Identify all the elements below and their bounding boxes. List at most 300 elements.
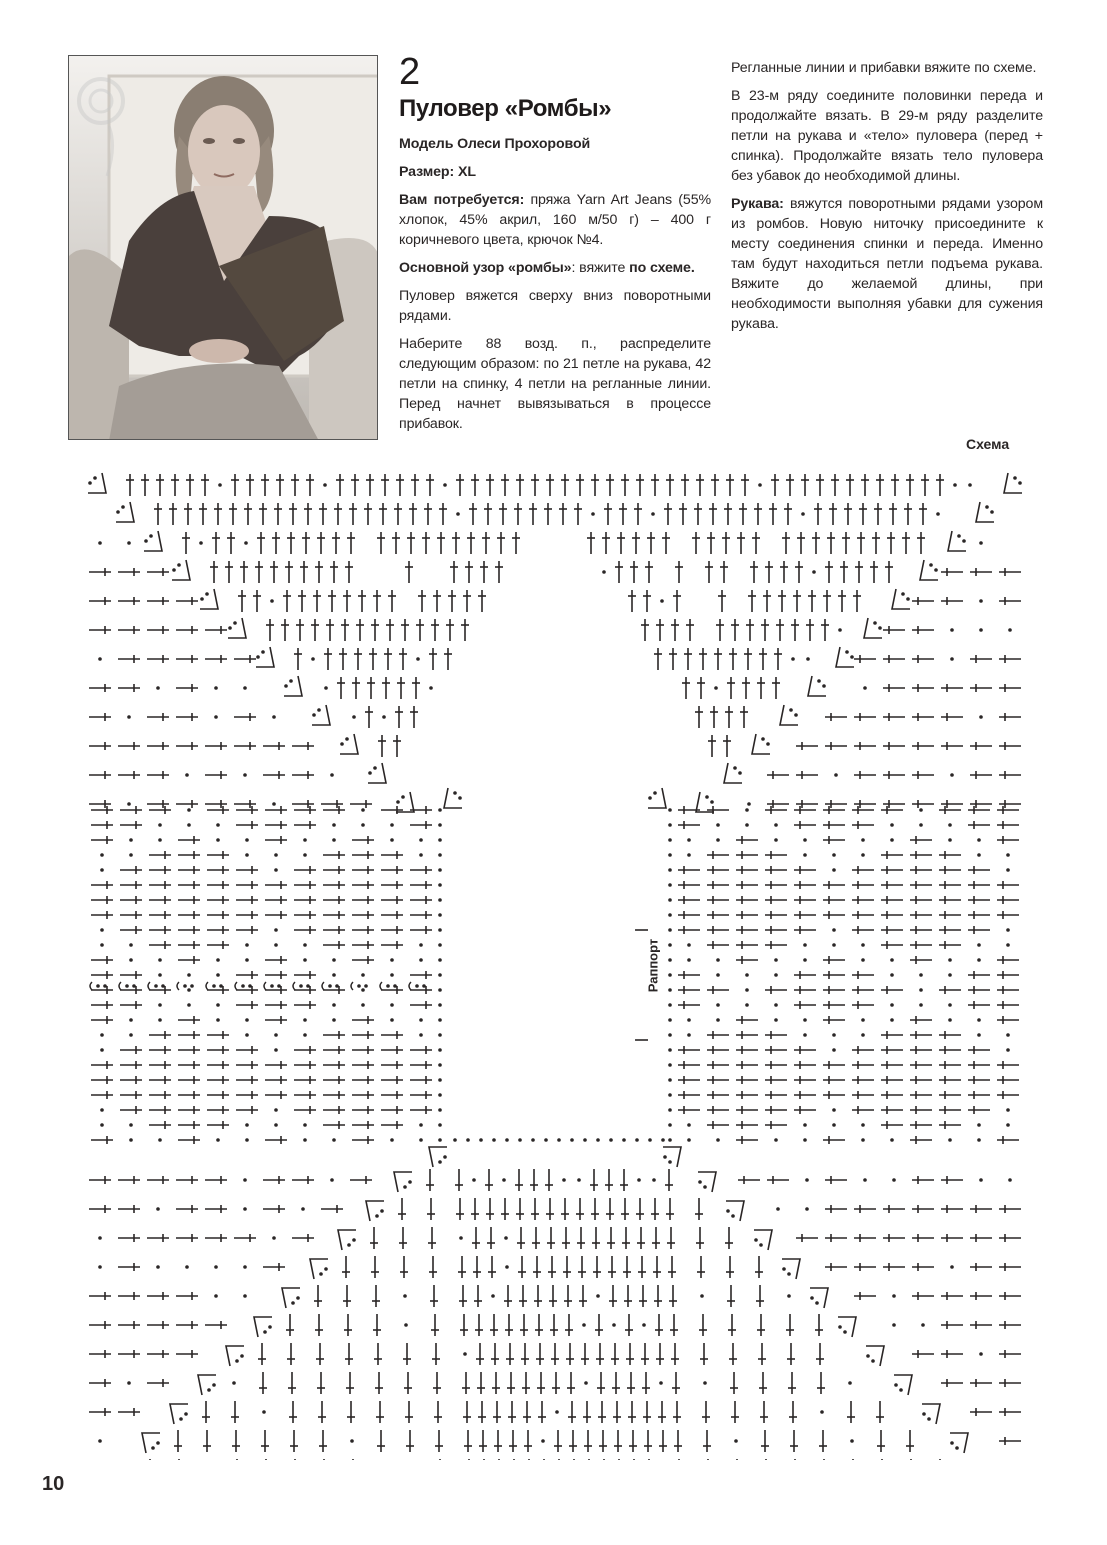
- double-crochet-symbol: [939, 866, 961, 874]
- chain-stitch-symbol: [301, 1207, 305, 1211]
- raglan-corner-symbol: [922, 1404, 940, 1424]
- double-crochet-symbol: [997, 1016, 1019, 1024]
- double-crochet-symbol: [326, 619, 334, 641]
- double-crochet-symbol: [479, 1430, 487, 1452]
- double-crochet-symbol: [321, 1205, 343, 1213]
- double-crochet-symbol: [207, 1076, 229, 1084]
- chain-stitch-symbol: [438, 1063, 442, 1067]
- double-crochet-symbol: [207, 1031, 229, 1039]
- double-crochet-symbol: [600, 1459, 608, 1460]
- double-crochet-symbol: [89, 713, 111, 721]
- double-crochet-symbol: [381, 1091, 403, 1099]
- double-crochet-symbol: [378, 735, 386, 757]
- double-crochet-symbol: [350, 800, 372, 808]
- chain-stitch-symbol: [745, 973, 749, 977]
- double-crochet-symbol: [367, 677, 375, 699]
- double-crochet-symbol: [852, 986, 874, 994]
- double-crochet-symbol: [410, 896, 432, 904]
- double-crochet-symbol: [686, 619, 694, 641]
- chain-stitch-symbol: [668, 1063, 672, 1067]
- chain-stitch-symbol: [416, 657, 420, 661]
- double-crochet-symbol: [736, 866, 758, 874]
- chain-stitch-symbol: [243, 773, 247, 777]
- chain-stitch-symbol: [216, 1003, 220, 1007]
- double-crochet-symbol: [910, 926, 932, 934]
- double-crochet-symbol: [628, 1401, 636, 1423]
- double-crochet-symbol: [881, 941, 903, 949]
- double-crochet-symbol: [323, 1046, 345, 1054]
- chain-stitch-symbol: [1006, 1108, 1010, 1112]
- double-crochet-symbol: [854, 1263, 876, 1271]
- double-crochet-symbol: [149, 1061, 171, 1069]
- double-crochet-symbol: [493, 1401, 501, 1423]
- double-crochet-symbol: [644, 1430, 652, 1452]
- double-crochet-symbol: [736, 881, 758, 889]
- chain-stitch-symbol: [977, 838, 981, 842]
- raglan-corner-symbol: [752, 734, 770, 754]
- double-crochet-symbol: [619, 503, 627, 525]
- double-crochet-symbol: [205, 742, 227, 750]
- double-crochet-symbol: [205, 1176, 227, 1184]
- double-crochet-symbol: [878, 1459, 886, 1460]
- double-crochet-symbol: [997, 1091, 1019, 1099]
- double-crochet-symbol: [410, 866, 432, 874]
- chain-stitch-symbol: [584, 1381, 588, 1385]
- double-crochet-symbol: [941, 713, 963, 721]
- double-crochet-symbol: [450, 561, 458, 583]
- double-crochet-symbol: [292, 771, 314, 779]
- double-crochet-symbol: [561, 1198, 569, 1220]
- chain-stitch-symbol: [390, 973, 394, 977]
- raglan-corner-symbol: [310, 1259, 328, 1279]
- double-crochet-symbol: [522, 1372, 530, 1394]
- double-crochet-symbol: [617, 532, 625, 554]
- chain-stitch-symbol: [892, 1323, 896, 1327]
- double-crochet-symbol: [538, 1401, 546, 1423]
- chain-stitch-symbol: [531, 1138, 535, 1142]
- double-crochet-symbol: [234, 1234, 256, 1242]
- main-pattern-label: Основной узор «ромбы»: [399, 260, 572, 276]
- double-crochet-symbol: [583, 1401, 591, 1423]
- double-crochet-symbol: [738, 1176, 760, 1184]
- double-crochet-symbol: [707, 1061, 729, 1069]
- double-crochet-symbol: [236, 971, 258, 979]
- double-crochet-symbol: [939, 1061, 961, 1069]
- double-crochet-symbol: [767, 1176, 789, 1184]
- double-crochet-symbol: [765, 1061, 787, 1069]
- double-crochet-symbol: [91, 1136, 113, 1144]
- chain-stitch-symbol: [129, 958, 133, 962]
- chain-stitch-symbol: [100, 928, 104, 932]
- chain-stitch-symbol: [438, 1093, 442, 1097]
- double-crochet-symbol: [656, 1343, 664, 1365]
- double-crochet-symbol: [403, 1343, 411, 1365]
- double-crochet-symbol: [645, 561, 653, 583]
- raglan-corner-symbol: [726, 1201, 744, 1221]
- raglan-corner-symbol: [170, 1404, 188, 1424]
- chain-stitch-symbol: [156, 1265, 160, 1269]
- double-crochet-symbol: [703, 1430, 711, 1452]
- double-crochet-symbol: [381, 926, 403, 934]
- chain-stitch-symbol: [245, 1123, 249, 1127]
- chain-stitch-symbol: [635, 1138, 639, 1142]
- double-crochet-symbol: [801, 474, 809, 496]
- double-crochet-symbol: [999, 1292, 1021, 1300]
- chain-stitch-symbol: [668, 1048, 672, 1052]
- double-crochet-symbol: [205, 626, 227, 634]
- double-crochet-symbol: [668, 1256, 676, 1278]
- double-crochet-symbol: [461, 619, 469, 641]
- double-crochet-symbol: [695, 706, 703, 728]
- double-crochet-symbol: [854, 1234, 876, 1242]
- double-crochet-symbol: [881, 926, 903, 934]
- chain-stitch-symbol: [861, 1138, 865, 1142]
- slip-stitch-loop-symbol: [206, 982, 208, 990]
- double-crochet-symbol: [265, 1016, 287, 1024]
- double-crochet-symbol: [265, 1001, 287, 1009]
- double-crochet-symbol: [91, 986, 113, 994]
- double-crochet-symbol: [576, 474, 584, 496]
- double-crochet-symbol: [678, 821, 700, 829]
- double-crochet-symbol: [881, 1091, 903, 1099]
- double-crochet-symbol: [149, 986, 171, 994]
- double-crochet-symbol: [422, 532, 430, 554]
- double-crochet-symbol: [399, 1227, 407, 1249]
- double-crochet-symbol: [733, 1459, 741, 1460]
- double-crochet-symbol: [808, 590, 816, 612]
- double-crochet-symbol: [388, 590, 396, 612]
- double-crochet-symbol: [465, 1459, 473, 1460]
- double-crochet-symbol: [382, 677, 390, 699]
- double-crochet-symbol: [375, 1372, 383, 1394]
- raglan-corner-symbol: [226, 1346, 244, 1366]
- double-crochet-symbol: [765, 851, 787, 859]
- chain-stitch-symbol: [892, 1294, 896, 1298]
- double-crochet-symbol: [678, 881, 700, 889]
- chain-stitch-symbol: [602, 570, 606, 574]
- chain-stitch-symbol: [361, 988, 365, 992]
- chain-stitch-symbol: [774, 838, 778, 842]
- double-crochet-symbol: [463, 590, 471, 612]
- double-crochet-symbol: [852, 971, 874, 979]
- double-crochet-symbol: [236, 1076, 258, 1084]
- double-crochet-symbol: [405, 1401, 413, 1423]
- double-crochet-symbol: [352, 1031, 374, 1039]
- chain-stitch-symbol: [919, 988, 923, 992]
- double-crochet-symbol: [176, 626, 198, 634]
- chain-stitch-symbol: [438, 928, 442, 932]
- double-crochet-symbol: [294, 926, 316, 934]
- double-crochet-symbol: [642, 1372, 650, 1394]
- double-crochet-symbol: [319, 503, 327, 525]
- double-crochet-symbol: [722, 532, 730, 554]
- double-crochet-symbol: [823, 1016, 845, 1024]
- raglan-corner-symbol: [948, 531, 966, 551]
- double-crochet-symbol: [876, 474, 884, 496]
- double-crochet-symbol: [118, 1292, 140, 1300]
- double-crochet-symbol: [651, 1198, 659, 1220]
- double-crochet-symbol: [551, 1343, 559, 1365]
- chain-stitch-symbol: [832, 943, 836, 947]
- double-crochet-symbol: [910, 1091, 932, 1099]
- double-crochet-symbol: [765, 926, 787, 934]
- double-crochet-symbol: [236, 926, 258, 934]
- double-crochet-symbol: [910, 1046, 932, 1054]
- double-crochet-symbol: [381, 1061, 403, 1069]
- chain-stitch-symbol: [948, 1138, 952, 1142]
- double-crochet-symbol: [315, 1314, 323, 1336]
- double-crochet-symbol: [352, 1061, 374, 1069]
- chain-stitch-symbol: [129, 853, 133, 857]
- double-crochet-symbol: [852, 806, 874, 814]
- double-crochet-symbol: [731, 1401, 739, 1423]
- chain-stitch-symbol: [838, 628, 842, 632]
- double-crochet-symbol: [291, 474, 299, 496]
- double-crochet-symbol: [334, 503, 342, 525]
- double-crochet-symbol: [339, 648, 347, 670]
- double-crochet-symbol: [546, 1198, 554, 1220]
- chain-stitch-symbol: [570, 1138, 574, 1142]
- double-crochet-symbol: [881, 1046, 903, 1054]
- raglan-corner-symbol: [368, 763, 386, 783]
- double-crochet-symbol: [636, 1198, 644, 1220]
- chain-stitch-symbol: [311, 657, 315, 661]
- double-crochet-symbol: [885, 561, 893, 583]
- double-crochet-symbol: [517, 1227, 525, 1249]
- chain-stitch-symbol: [132, 984, 136, 988]
- chain-stitch-symbol: [463, 1352, 467, 1356]
- double-crochet-symbol: [678, 1046, 700, 1054]
- double-crochet-symbol: [997, 896, 1019, 904]
- double-crochet-symbol: [352, 866, 374, 874]
- double-crochet-symbol: [999, 1321, 1021, 1329]
- double-crochet-symbol: [593, 1256, 601, 1278]
- double-crochet-symbol: [968, 971, 990, 979]
- materials-paragraph: [399, 190, 711, 250]
- chain-stitch-symbol: [466, 1138, 470, 1142]
- double-crochet-symbol: [936, 474, 944, 496]
- chain-stitch-symbol: [577, 1178, 581, 1182]
- double-crochet-symbol: [670, 1314, 678, 1336]
- chain-stitch-symbol: [687, 943, 691, 947]
- double-crochet-symbol: [637, 1227, 645, 1249]
- double-crochet-symbol: [400, 1256, 408, 1278]
- chain-stitch-symbol: [660, 599, 664, 603]
- double-crochet-symbol: [597, 1372, 605, 1394]
- double-crochet-symbol: [881, 986, 903, 994]
- double-crochet-symbol: [261, 474, 269, 496]
- double-crochet-symbol: [147, 1379, 169, 1387]
- double-crochet-symbol: [912, 655, 934, 663]
- raglan-corner-symbol: [394, 1172, 412, 1192]
- double-crochet-symbol: [89, 1292, 111, 1300]
- double-crochet-symbol: [178, 1091, 200, 1099]
- double-crochet-symbol: [323, 911, 345, 919]
- chain-stitch-symbol: [1006, 853, 1010, 857]
- double-crochet-symbol: [231, 1401, 239, 1423]
- double-crochet-symbol: [416, 619, 424, 641]
- double-crochet-symbol: [881, 851, 903, 859]
- double-crochet-symbol: [548, 1256, 556, 1278]
- double-crochet-symbol: [823, 971, 845, 979]
- chain-stitch-symbol: [303, 838, 307, 842]
- double-crochet-symbol: [149, 926, 171, 934]
- double-crochet-symbol: [814, 503, 822, 525]
- double-crochet-symbol: [448, 590, 456, 612]
- double-crochet-symbol: [518, 1256, 526, 1278]
- double-crochet-symbol: [736, 1061, 758, 1069]
- double-crochet-symbol: [720, 561, 728, 583]
- double-crochet-symbol: [999, 597, 1021, 605]
- double-crochet-symbol: [343, 590, 351, 612]
- double-crochet-symbol: [782, 532, 790, 554]
- model-photo: [68, 55, 378, 440]
- double-crochet-symbol: [201, 474, 209, 496]
- double-crochet-symbol: [568, 1401, 576, 1423]
- double-crochet-symbol: [883, 771, 905, 779]
- double-crochet-symbol: [401, 619, 409, 641]
- raglan-corner-symbol: [172, 560, 190, 580]
- double-crochet-symbol: [207, 941, 229, 949]
- double-crochet-symbol: [345, 561, 353, 583]
- double-crochet-symbol: [889, 503, 897, 525]
- double-crochet-symbol: [178, 956, 200, 964]
- double-crochet-symbol: [912, 1234, 934, 1242]
- double-crochet-symbol: [147, 655, 169, 663]
- chain-stitch-symbol: [187, 973, 191, 977]
- double-crochet-symbol: [970, 1263, 992, 1271]
- double-crochet-symbol: [906, 474, 914, 496]
- double-crochet-symbol: [728, 1314, 736, 1336]
- double-crochet-symbol: [184, 503, 192, 525]
- double-crochet-symbol: [852, 881, 874, 889]
- double-crochet-symbol: [253, 590, 261, 612]
- double-crochet-symbol: [464, 1430, 472, 1452]
- double-crochet-symbol: [679, 503, 687, 525]
- double-crochet-symbol: [176, 1321, 198, 1329]
- double-crochet-symbol: [118, 568, 140, 576]
- double-crochet-symbol: [852, 1106, 874, 1114]
- double-crochet-symbol: [381, 474, 389, 496]
- double-crochet-symbol: [118, 626, 140, 634]
- double-crochet-symbol: [311, 619, 319, 641]
- double-crochet-symbol: [910, 866, 932, 874]
- double-crochet-symbol: [147, 1350, 169, 1358]
- double-crochet-symbol: [318, 1401, 326, 1423]
- double-crochet-symbol: [678, 1091, 700, 1099]
- double-crochet-symbol: [531, 474, 539, 496]
- raglan-corner-symbol: [144, 531, 162, 551]
- double-crochet-symbol: [662, 532, 670, 554]
- double-crochet-symbol: [939, 1076, 961, 1084]
- chain-stitch-symbol: [129, 943, 133, 947]
- double-crochet-symbol: [736, 1076, 758, 1084]
- double-crochet-symbol: [410, 986, 432, 994]
- double-crochet-symbol: [178, 1046, 200, 1054]
- double-crochet-symbol: [816, 1343, 824, 1365]
- double-crochet-symbol: [939, 941, 961, 949]
- chain-stitch-symbol: [861, 943, 865, 947]
- chain-stitch-symbol: [214, 1294, 218, 1298]
- double-crochet-symbol: [791, 1459, 799, 1460]
- double-crochet-symbol: [823, 1076, 845, 1084]
- double-crochet-symbol: [467, 532, 475, 554]
- double-crochet-symbol: [697, 677, 705, 699]
- double-crochet-symbol: [292, 742, 314, 750]
- double-crochet-symbol: [559, 503, 567, 525]
- double-crochet-symbol: [585, 1459, 593, 1460]
- chain-stitch-symbol: [774, 973, 778, 977]
- chain-stitch-symbol: [332, 1018, 336, 1022]
- double-crochet-symbol: [630, 1459, 638, 1460]
- chain-stitch-symbol: [187, 1003, 191, 1007]
- chain-stitch-symbol: [243, 686, 247, 690]
- chain-stitch-symbol: [861, 1033, 865, 1037]
- chain-stitch-symbol: [438, 1123, 442, 1127]
- double-crochet-symbol: [765, 986, 787, 994]
- double-crochet-symbol: [506, 1343, 514, 1365]
- double-crochet-symbol: [149, 896, 171, 904]
- double-crochet-symbol: [606, 1198, 614, 1220]
- chain-stitch-symbol: [332, 958, 336, 962]
- chain-stitch-symbol: [668, 883, 672, 887]
- chain-stitch-symbol: [791, 657, 795, 661]
- chain-stitch-symbol: [687, 1123, 691, 1127]
- double-crochet-symbol: [852, 1001, 874, 1009]
- double-crochet-symbol: [287, 1343, 295, 1365]
- double-crochet-symbol: [917, 532, 925, 554]
- double-crochet-symbol: [147, 568, 169, 576]
- double-crochet-symbol: [393, 735, 401, 757]
- double-crochet-symbol: [266, 619, 274, 641]
- double-crochet-symbol: [941, 1292, 963, 1300]
- chain-stitch-symbol: [187, 988, 191, 992]
- slip-stitch-loop-symbol: [148, 982, 150, 990]
- double-crochet-symbol: [369, 648, 377, 670]
- chain-stitch-symbol: [832, 853, 836, 857]
- chain-stitch-symbol: [977, 1033, 981, 1037]
- double-crochet-symbol: [306, 474, 314, 496]
- chain-stitch-symbol: [892, 1178, 896, 1182]
- raglan-corner-symbol: [282, 1288, 300, 1308]
- chain-stitch-symbol: [244, 541, 248, 545]
- double-crochet-symbol: [699, 648, 707, 670]
- double-crochet-symbol: [842, 532, 850, 554]
- double-crochet-symbol: [515, 1169, 523, 1191]
- chain-stitch-symbol: [637, 1178, 641, 1182]
- double-crochet-symbol: [681, 474, 689, 496]
- double-crochet-symbol: [780, 561, 788, 583]
- double-crochet-symbol: [765, 866, 787, 874]
- instructions-paragraph: Пуловер вяжется сверху вниз поворотными рядами.: [399, 288, 711, 324]
- double-crochet-symbol: [207, 1106, 229, 1114]
- double-crochet-symbol: [259, 1372, 267, 1394]
- chain-stitch-symbol: [100, 853, 104, 857]
- double-crochet-symbol: [941, 742, 963, 750]
- double-crochet-symbol: [261, 1430, 269, 1452]
- chain-stitch-symbol: [245, 1138, 249, 1142]
- double-crochet-symbol: [276, 474, 284, 496]
- chain-stitch-symbol: [948, 973, 952, 977]
- double-crochet-symbol: [564, 1285, 572, 1307]
- double-crochet-symbol: [147, 742, 169, 750]
- double-crochet-symbol: [883, 655, 905, 663]
- chain-stitch-symbol: [774, 1003, 778, 1007]
- double-crochet-symbol: [592, 1227, 600, 1249]
- double-crochet-symbol: [765, 941, 787, 949]
- double-crochet-symbol: [509, 1430, 517, 1452]
- double-crochet-symbol: [854, 771, 876, 779]
